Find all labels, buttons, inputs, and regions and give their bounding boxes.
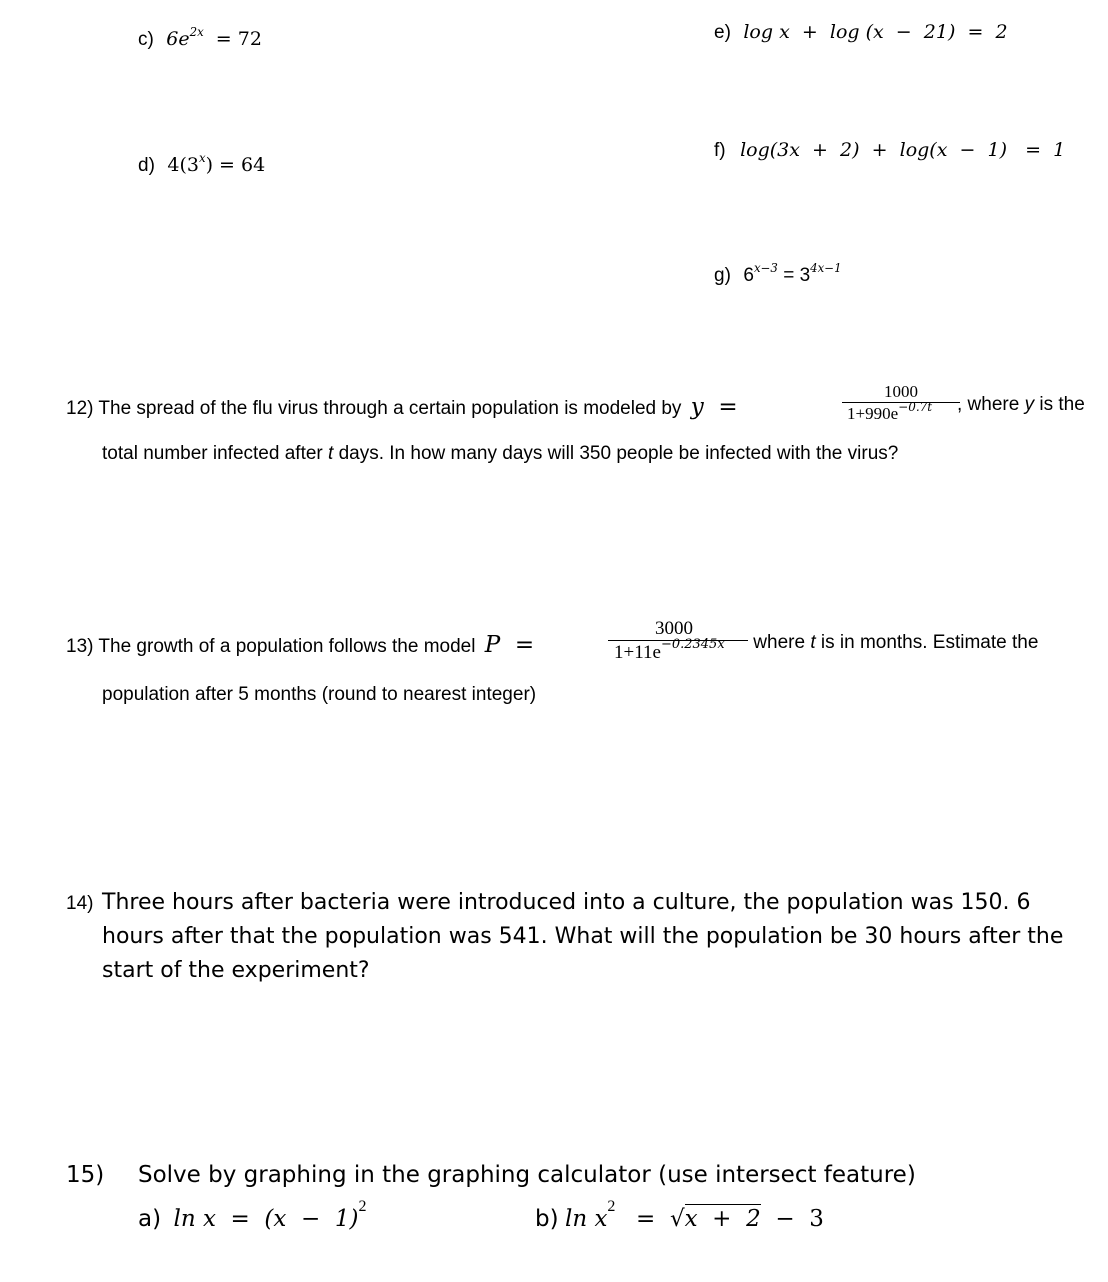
question-12-numerator: 1000 [884, 382, 918, 401]
problem-c [138, 25, 262, 51]
question-13-denominator: 1+11e [614, 642, 661, 663]
question-15-b-radicand: x + 2 [684, 1206, 761, 1232]
question-12-tail [957, 394, 1085, 416]
question-13-text: The growth of a population follows the model [98, 636, 476, 657]
problem-f [714, 139, 1065, 162]
problem-d [138, 151, 266, 177]
question-13-number: 13) [66, 636, 94, 657]
question-13-den-exponent: −0.2345x [660, 637, 725, 653]
question-12-var-y: y [1024, 394, 1035, 415]
question-12-line1 [66, 394, 738, 420]
question-15-b-equals: = [621, 1206, 670, 1232]
question-13-tail [748, 632, 1038, 654]
question-15-b-lhs: ln x [564, 1206, 608, 1232]
question-14-line3: start of the experiment? [102, 958, 370, 983]
question-12-fraction [842, 382, 963, 426]
question-12-den-exponent: −0.7t [898, 399, 933, 414]
question-13-line2: population after 5 months (round to nearest integer) [102, 684, 537, 705]
problem-g-label: g) [714, 265, 731, 286]
problem-g-mid: = 3 [777, 265, 811, 286]
problem-e-label: e) [714, 22, 731, 43]
question-12-line2-pre: total number infected after [102, 443, 329, 464]
problem-g-exponent1: x−3 [753, 261, 778, 276]
question-13-numerator: 3000 [655, 618, 693, 639]
question-15-instruction: Solve by graphing in the graphing calculator (use intersect feature) [138, 1162, 916, 1188]
problem-c-label: c) [138, 29, 154, 50]
question-15-b-exponent: 2 [607, 1197, 616, 1215]
question-14-line1: Three hours after bacteria were introduced into a culture, the population was 150. 6 [102, 890, 1031, 915]
question-12-where: where [962, 394, 1025, 415]
problem-e [714, 21, 1008, 44]
question-13-lhs: P = [484, 632, 535, 658]
question-14-number: 14) [66, 893, 94, 914]
question-15-b-tail: − 3 [760, 1206, 824, 1232]
problem-d-exponent: x [198, 151, 206, 166]
problem-d-pre: 4(3 [167, 154, 199, 176]
question-13-fraction [608, 618, 748, 667]
question-15-part-a [138, 1197, 367, 1232]
problem-c-base: 6e [166, 28, 190, 50]
question-13-line1 [66, 632, 534, 658]
question-13-var-t: t [810, 632, 816, 653]
problem-d-post: ) = 64 [205, 154, 266, 176]
problem-e-equation: log x + log (x − 21) = 2 [743, 21, 1008, 43]
question-12-comma: , [957, 394, 963, 415]
question-14-body [102, 886, 1063, 988]
question-13-tail-text: is in months. Estimate the [815, 632, 1039, 653]
question-15-a-exponent: 2 [358, 1197, 367, 1215]
question-12-text: The spread of the flu virus through a certain population is modeled by [98, 398, 682, 419]
problem-g [714, 261, 842, 287]
question-15-a-label: a) [138, 1206, 162, 1232]
question-15-number: 15) [66, 1162, 105, 1188]
question-12-var-t: t [328, 443, 334, 464]
question-12-denominator: 1+990e [847, 404, 899, 423]
question-12-line2-post: days. In how many days will 350 people be infected with the virus? [333, 443, 899, 464]
question-14-line2: hours after that the population was 541. What will the population be 30 hours after the [102, 924, 1064, 949]
question-12-number: 12) [66, 398, 94, 419]
problem-f-label: f) [714, 140, 726, 161]
question-13-where: where [748, 632, 811, 653]
question-15-part-b [535, 1197, 824, 1232]
question-15-b-label: b) [535, 1206, 559, 1232]
problem-g-exponent2: 4x−1 [810, 261, 842, 276]
problem-f-equation: log(3x + 2) + log(x − 1) = 1 [740, 139, 1066, 161]
sqrt-icon: √ [669, 1206, 685, 1232]
question-12-line2 [102, 443, 898, 465]
question-15-a-equation: ln x = (x − 1) [173, 1206, 359, 1232]
question-12-is-the: is the [1034, 394, 1085, 415]
problem-g-base1: 6 [743, 265, 754, 286]
problem-c-rhs: = 72 [215, 28, 262, 50]
problem-d-label: d) [138, 155, 155, 176]
question-12-lhs: y = [690, 394, 738, 420]
problem-c-exponent: 2x [189, 25, 204, 40]
